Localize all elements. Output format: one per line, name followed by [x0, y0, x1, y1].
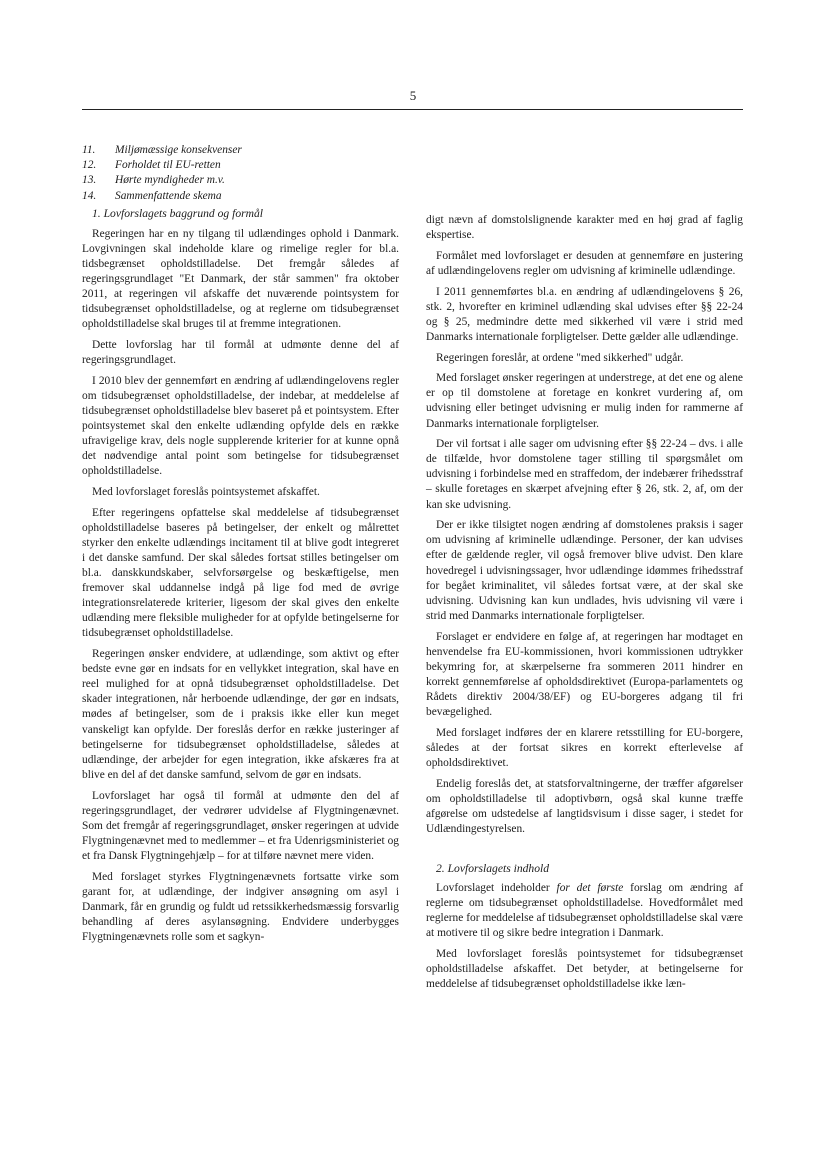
right-column — [426, 213, 743, 998]
toc-item — [82, 173, 402, 188]
paragraph: I 2011 gennemførtes bl.a. en ændring af udlændingelovens § 26, stk. 2, hvorefter en kriminel udlænding skal udvises efter §§ 22-24 og § 25, medmindre dette med sikkerhed vil være i strid med Danmarks internationale forpligtelser. Dette gælder alle udlændinge. — [426, 285, 743, 343]
table-of-contents — [82, 143, 402, 204]
toc-item — [82, 189, 402, 204]
toc-number: 12. — [82, 159, 97, 172]
section-gap — [426, 843, 743, 861]
paragraph: Endelig foreslås det, at statsforvaltningerne, der træffer afgørelser om opholdstilladelse til adoptivbørn, også skal kunne træffe afgørelse om udstedelse af langtidsvisum i disse sager, i stedet for Udlændingestyrelsen. — [426, 777, 743, 835]
toc-title: Sammenfattende skema — [115, 189, 222, 202]
left-column — [82, 206, 399, 951]
paragraph: Forslaget er endvidere en følge af, at regeringen har modtaget en henvendelse fra EU-kommissionen, hvori kommissionen udtrykker bekymring for, at skærpelserne fra sommeren 2011 hindrer en korrekt gennemførelse af opholdsdirektivet (Europa-parlamentets og Rådets direktiv 2004/38/EF) og EU-borgeres adgang til fri bevægelighed. — [426, 630, 743, 718]
paragraph: Med forslaget ønsker regeringen at understrege, at det ene og alene er op til domstolene at foretage en konkret vurdering af, om udvisning eller betinget udvisning er mulig inden for rammerne af Danmarks internationale forpligtelser. — [426, 372, 743, 430]
paragraph: Lovforslaget har også til formål at udmønte den del af regeringsgrundlaget, der vedrører udvidelse af Flygtningenævnet. Som det fremgår af regeringsgrundlaget, ønsker regeringen at udvide Flygtningenævnet med to medlemmer – et fra Udenrigsministeriet og et fra Dansk Flygtningehjælp – for at tilføre nævnet mere viden. — [82, 789, 399, 862]
paragraph: Med lovforslaget foreslås pointsystemet afskaffet. — [92, 485, 320, 498]
paragraph: Med forslaget styrkes Flygtningenævnets fortsatte virke som garant for, at udlændinge, der indgiver ansøgning om asyl i Danmark, får en grundig og fuldt ud retssikkerhedsmæssig forsvarlig behandling af deres asylansøgning. Endvidere underbygges Flygtningenævnets rolle som et sagkyn- — [82, 870, 399, 943]
paragraph: Efter regeringens opfattelse skal meddelelse af tidsubegrænset opholdstilladelse baseres på betingelser, der enkelt og målrettet styrker den enkelte udlændings incitament til at blive godt integreret i det danske samfund. Der skal således fortsat stilles betingelser om bl.a. danskkundskaber, selvforsørgelse og beskæftigelse, men fremover skal uddannelse indgå på lige fod med de øvrige integrationsrelaterede kriterier, ligesom der skal gives den enkelte udlænding mere fleksible muligheder for at opfylde betingelserne for tidsubegrænset opholdstilladelse. — [82, 506, 399, 640]
paragraph: Regeringen har en ny tilgang til udlændinges ophold i Danmark. Lovgivningen skal indeholde klare og rimelige regler for bl.a. tidsbegrænset opholdstilladelse. Det fremgår således af regeringsgrundlaget "Et Danmark, der står sammen" fra oktober 2011, at regeringen vil afskaffe det nuværende pointsystem for tidsubegrænset opholdstilladelse, og at reglerne om tidsubegrænset opholdstilladelse skal bruges til at fremme integrationen. — [82, 227, 399, 331]
toc-item — [82, 158, 402, 173]
toc-number: 14. — [82, 189, 97, 202]
paragraph-text: forslag om ændring af reglerne om tidsubegrænset opholdstilladelse. Hovedformålet med reglerne for meddelelse af tidsubegrænset opholdstilladelse skal være at motivere til og sikre bedre integration i Danmark. — [426, 882, 743, 940]
toc-title: Hørte myndigheder m.v. — [115, 174, 225, 187]
section-heading: 2. Lovforslagets indhold — [436, 861, 550, 875]
paragraph-text: Lovforslaget indeholder — [436, 882, 557, 895]
section-heading: 1. Lovforslagets baggrund og formål — [92, 207, 264, 220]
paragraph: Med lovforslaget foreslås pointsystemet for tidsubegrænset opholdstilladelse afskaffet. Det betyder, at betingelserne for meddelelse af tidsubegrænset opholdstilladelse ikke læn- — [426, 948, 743, 991]
toc-title: Miljømæssige konsekvenser — [115, 144, 242, 156]
toc-item — [82, 143, 402, 158]
paragraph: digt nævn af domstolslignende karakter med en høj grad af faglig ekspertise. — [426, 214, 743, 242]
toc-title: Forholdet til EU-retten — [115, 159, 221, 172]
header-rule — [82, 109, 743, 110]
paragraph: Med forslaget indføres der en klarere retsstilling for EU-borgere, således at der fortsat sikres en korrekt efterlevelse af opholdsdirektivet. — [426, 726, 743, 769]
page-number: 5 — [409, 88, 417, 103]
paragraph: Der er ikke tilsigtet nogen ændring af domstolenes praksis i sager om udvisning af kriminelle udlændinge. Personer, der kan udvises efter de gældende regler, vil også fremover blive udvist. Den klare hovedregel i udvisningssager, hvor udlændinge idømmes frihedsstraf for begået kriminalitet, vil således fortsat være, at der skal ske udvisning. Udvisning kan kun undlades, hvis udvisning vil være i strid med Danmarks internationale forpligtelser. — [426, 519, 743, 622]
emphasis-text: for det første — [556, 882, 624, 895]
paragraph — [426, 881, 743, 941]
paragraph: Regeringen ønsker endvidere, at udlændinge, som aktivt og efter bedste evne gør en indsats for en vellykket integration, skal have en reel mulighed for at opnå tidsubegrænset opholdstilladelse. Det skader integrationen, når herboende udlændinge, der gør en indsats, mødes af betingelser, som de i praksis ikke eller kun meget vanskeligt kan opfylde. Der foreslås derfor en række justeringer af betingelserne for tidsubegrænset opholdstilladelse, således at udlændinge, der arbejder for egen integration, ikke afskæres fra at blive en del af det danske samfund, selvom de gør en indsats. — [82, 648, 399, 781]
paragraph: Der vil fortsat i alle sager om udvisning efter §§ 22-24 – dvs. i alle de tilfælde, hvor domstolene tager stilling til spørgsmålet om udvisning i forbindelse med en straffedom, der indebærer frihedsstraf – skulle foretages en skærpet afvejning efter § 26, stk. 2, af, om der kan ske udvisning. — [426, 438, 743, 511]
toc-number: 11. — [82, 144, 96, 156]
paragraph: Regeringen foreslår, at ordene "med sikkerhed" udgår. — [436, 351, 684, 364]
paragraph: I 2010 blev der gennemført en ændring af udlændingelovens regler om tidsubegrænset opholdstilladelse, der indebar, at meddelelse af tidsubegrænset opholdstilladelse blev baseret på et pointsystem. Efter pointsystemet skal den enkelte udlænding opfylde dels en række ufravigelige krav, dels nogle supplerende kriterier for at kunne opnå det nødvendige antal point som betingelse for tidsubegrænset opholdstilladelse. — [82, 374, 399, 478]
paragraph: Dette lovforslag har til formål at udmønte denne del af regeringsgrundlaget. — [82, 338, 399, 367]
toc-number: 13. — [82, 174, 97, 187]
paragraph: Formålet med lovforslaget er desuden at gennemføre en justering af udlændingelovens regler om udvisning af kriminelle udlændinge. — [426, 249, 743, 277]
